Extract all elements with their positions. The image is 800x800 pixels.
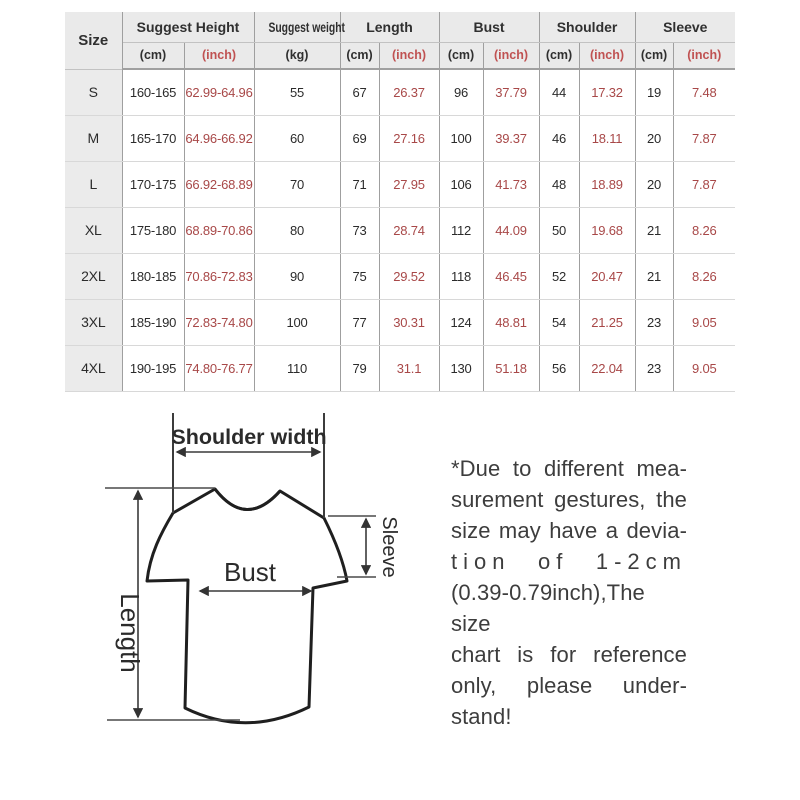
- size-cell: L: [65, 161, 122, 207]
- unit-sleeve-inch: (inch): [673, 42, 735, 69]
- cell-length-inch: 30.31: [379, 299, 439, 345]
- col-header-size: Size: [65, 12, 122, 69]
- cell-sleeve-inch: 8.26: [673, 253, 735, 299]
- table-row: [65, 69, 735, 115]
- col-header-shoulder: Shoulder: [539, 12, 635, 42]
- bust-label: Bust: [223, 557, 277, 587]
- cell-height-inch: 66.92-68.89: [184, 161, 254, 207]
- header-row-units: [65, 42, 735, 69]
- cell-shoulder-inch: 22.04: [579, 345, 635, 391]
- cell-bust-cm: 130: [439, 345, 483, 391]
- cell-bust-inch: 37.79: [483, 69, 539, 115]
- length-label: Length: [115, 593, 145, 673]
- cell-weight-kg: 80: [254, 207, 340, 253]
- cell-bust-cm: 118: [439, 253, 483, 299]
- unit-height-inch: (inch): [184, 42, 254, 69]
- cell-weight-kg: 70: [254, 161, 340, 207]
- cell-length-cm: 67: [340, 69, 379, 115]
- cell-height-cm: 175-180: [122, 207, 184, 253]
- cell-shoulder-cm: 46: [539, 115, 579, 161]
- cell-bust-cm: 106: [439, 161, 483, 207]
- cell-bust-inch: 41.73: [483, 161, 539, 207]
- cell-length-cm: 73: [340, 207, 379, 253]
- cell-shoulder-cm: 56: [539, 345, 579, 391]
- table-row: [65, 115, 735, 161]
- unit-sleeve-cm: (cm): [635, 42, 673, 69]
- cell-sleeve-cm: 19: [635, 69, 673, 115]
- cell-height-cm: 185-190: [122, 299, 184, 345]
- sleeve-label: Sleeve: [378, 516, 400, 578]
- unit-bust-inch: (inch): [483, 42, 539, 69]
- shoulder-width-label: Shoulder width: [171, 425, 327, 449]
- cell-shoulder-inch: 21.25: [579, 299, 635, 345]
- note-line: stand!: [451, 704, 512, 729]
- cell-bust-cm: 100: [439, 115, 483, 161]
- note-line: only, please under-: [451, 673, 687, 698]
- note-line: tion of 1-2cm: [451, 549, 687, 574]
- unit-height-cm: (cm): [122, 42, 184, 69]
- unit-shoulder-inch: (inch): [579, 42, 635, 69]
- cell-sleeve-inch: 9.05: [673, 345, 735, 391]
- cell-length-inch: 27.16: [379, 115, 439, 161]
- cell-height-inch: 68.89-70.86: [184, 207, 254, 253]
- unit-length-inch: (inch): [379, 42, 439, 69]
- cell-sleeve-inch: 8.26: [673, 207, 735, 253]
- cell-length-inch: 28.74: [379, 207, 439, 253]
- measurement-note: [451, 453, 687, 732]
- cell-sleeve-cm: 23: [635, 345, 673, 391]
- unit-weight-kg: (kg): [254, 42, 340, 69]
- unit-shoulder-cm: (cm): [539, 42, 579, 69]
- note-line: *Due to different mea-: [451, 456, 687, 481]
- cell-shoulder-cm: 50: [539, 207, 579, 253]
- note-line: size may have a devia-: [451, 518, 687, 543]
- cell-length-inch: 29.52: [379, 253, 439, 299]
- cell-sleeve-cm: 23: [635, 299, 673, 345]
- cell-bust-inch: 39.37: [483, 115, 539, 161]
- cell-shoulder-inch: 18.11: [579, 115, 635, 161]
- cell-height-inch: 62.99-64.96: [184, 69, 254, 115]
- cell-weight-kg: 100: [254, 299, 340, 345]
- cell-length-cm: 69: [340, 115, 379, 161]
- cell-bust-cm: 112: [439, 207, 483, 253]
- note-line: surement gestures, the: [451, 487, 687, 512]
- cell-sleeve-cm: 21: [635, 207, 673, 253]
- cell-length-cm: 77: [340, 299, 379, 345]
- size-cell: XL: [65, 207, 122, 253]
- size-cell: M: [65, 115, 122, 161]
- cell-shoulder-inch: 18.89: [579, 161, 635, 207]
- cell-sleeve-inch: 7.87: [673, 115, 735, 161]
- cell-bust-inch: 44.09: [483, 207, 539, 253]
- cell-shoulder-cm: 54: [539, 299, 579, 345]
- cell-weight-kg: 60: [254, 115, 340, 161]
- cell-length-inch: 27.95: [379, 161, 439, 207]
- cell-shoulder-inch: 17.32: [579, 69, 635, 115]
- cell-height-cm: 190-195: [122, 345, 184, 391]
- unit-bust-cm: (cm): [439, 42, 483, 69]
- cell-bust-cm: 96: [439, 69, 483, 115]
- size-chart-table: [65, 12, 735, 392]
- header-row-groups: [65, 12, 735, 42]
- unit-length-cm: (cm): [340, 42, 379, 69]
- note-line: (0.39-0.79inch),The size: [451, 580, 645, 636]
- table-row: [65, 161, 735, 207]
- cell-length-inch: 31.1: [379, 345, 439, 391]
- size-cell: 2XL: [65, 253, 122, 299]
- cell-weight-kg: 55: [254, 69, 340, 115]
- col-header-sleeve: Sleeve: [635, 12, 735, 42]
- cell-height-cm: 180-185: [122, 253, 184, 299]
- tshirt-outline: [147, 489, 347, 723]
- table-row: [65, 345, 735, 391]
- col-header-suggest-weight-label: Suggest weight: [267, 18, 345, 35]
- tshirt-measurement-diagram: [85, 405, 455, 750]
- col-header-length: Length: [340, 12, 439, 42]
- cell-height-cm: 165-170: [122, 115, 184, 161]
- cell-bust-inch: 48.81: [483, 299, 539, 345]
- cell-height-cm: 160-165: [122, 69, 184, 115]
- cell-sleeve-cm: 21: [635, 253, 673, 299]
- cell-bust-inch: 46.45: [483, 253, 539, 299]
- table-row: [65, 207, 735, 253]
- cell-weight-kg: 110: [254, 345, 340, 391]
- cell-bust-inch: 51.18: [483, 345, 539, 391]
- cell-height-cm: 170-175: [122, 161, 184, 207]
- cell-bust-cm: 124: [439, 299, 483, 345]
- size-cell: 4XL: [65, 345, 122, 391]
- cell-sleeve-inch: 7.48: [673, 69, 735, 115]
- col-header-suggest-weight: [254, 12, 345, 42]
- cell-shoulder-cm: 52: [539, 253, 579, 299]
- cell-height-inch: 70.86-72.83: [184, 253, 254, 299]
- note-line: chart is for reference: [451, 642, 687, 667]
- table-row: [65, 253, 735, 299]
- cell-length-cm: 75: [340, 253, 379, 299]
- size-cell: 3XL: [65, 299, 122, 345]
- size-cell: S: [65, 69, 122, 115]
- cell-length-cm: 71: [340, 161, 379, 207]
- cell-length-cm: 79: [340, 345, 379, 391]
- cell-length-inch: 26.37: [379, 69, 439, 115]
- cell-height-inch: 64.96-66.92: [184, 115, 254, 161]
- cell-sleeve-inch: 7.87: [673, 161, 735, 207]
- cell-shoulder-inch: 19.68: [579, 207, 635, 253]
- table-row: [65, 299, 735, 345]
- col-header-suggest-height: Suggest Height: [122, 12, 254, 42]
- cell-shoulder-cm: 48: [539, 161, 579, 207]
- cell-sleeve-cm: 20: [635, 115, 673, 161]
- cell-shoulder-cm: 44: [539, 69, 579, 115]
- cell-shoulder-inch: 20.47: [579, 253, 635, 299]
- cell-height-inch: 72.83-74.80: [184, 299, 254, 345]
- cell-weight-kg: 90: [254, 253, 340, 299]
- cell-sleeve-cm: 20: [635, 161, 673, 207]
- col-header-bust: Bust: [439, 12, 539, 42]
- cell-sleeve-inch: 9.05: [673, 299, 735, 345]
- cell-height-inch: 74.80-76.77: [184, 345, 254, 391]
